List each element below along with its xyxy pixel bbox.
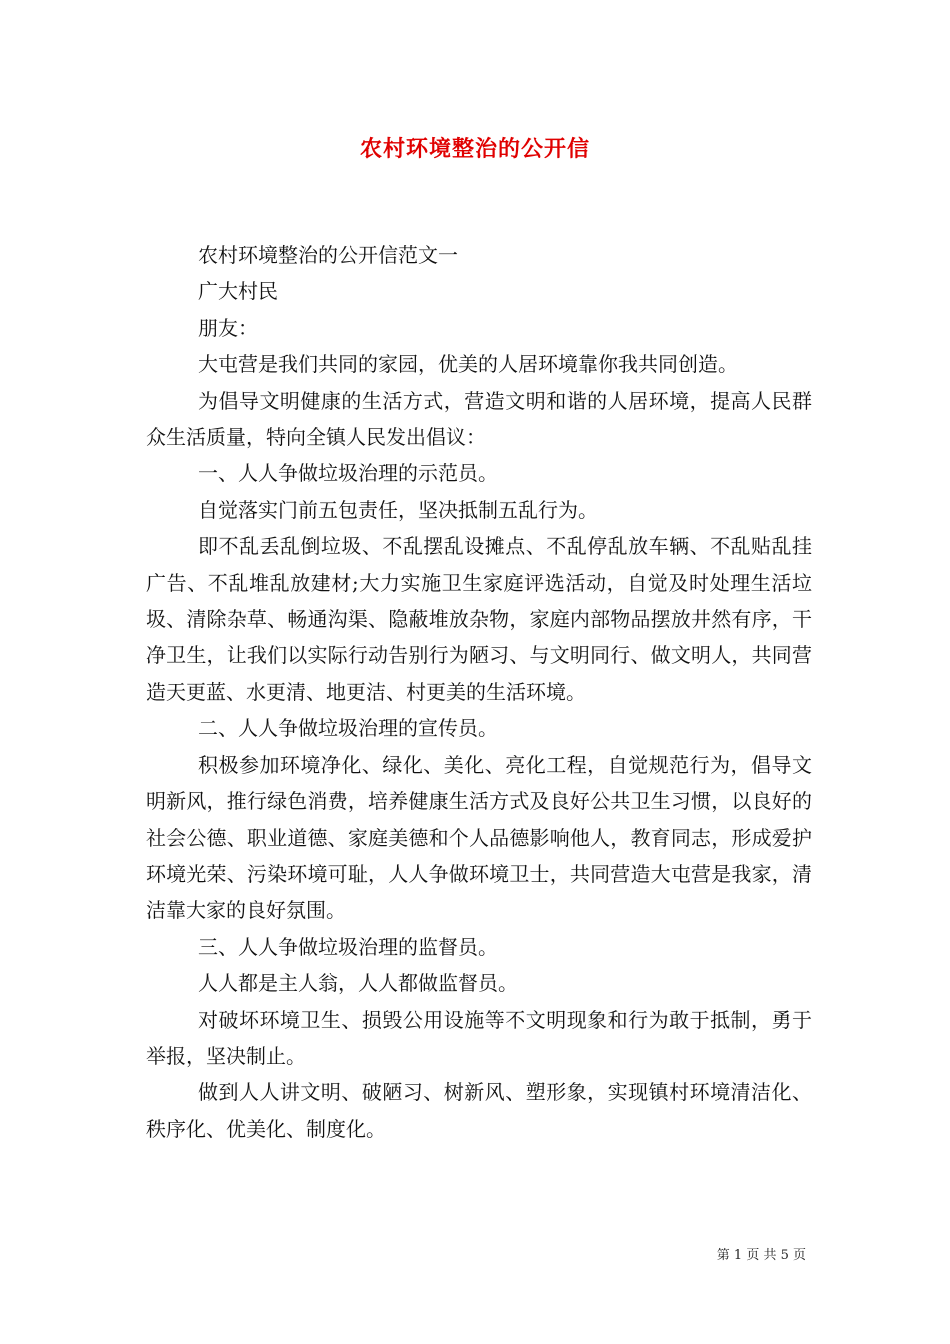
- paragraph: 做到人人讲文明、破陋习、树新风、塑形象，实现镇村环境清洁化、秩序化、优美化、制度化。: [146, 1080, 812, 1141]
- paragraph: 大屯营是我们共同的家园，优美的人居环境靠你我共同创造。: [198, 352, 738, 377]
- section-heading-2: 二、人人争做垃圾治理的宣传员。: [198, 716, 498, 741]
- section-heading-1: 一、人人争做垃圾治理的示范员。: [198, 461, 498, 486]
- paragraph: 人人都是主人翁，人人都做监督员。: [198, 971, 518, 996]
- paragraph: 自觉落实门前五包责任，坚决抵制五乱行为。: [198, 497, 598, 522]
- section-heading-3: 三、人人争做垃圾治理的监督员。: [198, 934, 498, 959]
- paragraph: 积极参加环境净化、绿化、美化、亮化工程，自觉规范行为，倡导文明新风，推行绿色消费，培养健康生活方式及良好公共卫生习惯，以良好的社会公德、职业道德、家庭美德和个人品德影响他人，教育同志，形成爱护环境光荣、污染环境可耻，人人争做环境卫士，共同营造大屯营是我家，清洁靠大家的良好氛围。: [146, 752, 812, 923]
- page-number-footer: 第 1 页 共 5 页: [716, 1248, 806, 1263]
- paragraph-salutation-1: 广大村民: [198, 279, 278, 304]
- paragraph-salutation-2: 朋友：: [198, 315, 258, 340]
- paragraph: 为倡导文明健康的生活方式，营造文明和谐的人居环境，提高人民群众生活质量，特向全镇人民发出倡议：: [146, 388, 812, 450]
- paragraph-heading: 农村环境整治的公开信范文一: [198, 243, 458, 267]
- paragraph: 对破坏环境卫生、损毁公用设施等不文明现象和行为敢于抵制，勇于举报，坚决制止。: [146, 1007, 812, 1068]
- paragraph: 即不乱丢乱倒垃圾、不乱摆乱设摊点、不乱停乱放车辆、不乱贴乱挂广告、不乱堆乱放建材;大力实施卫生家庭评选活动，自觉及时处理生活垃圾、清除杂草、畅通沟渠、隐蔽堆放杂物，家庭内部物品摆放井然有序，干净卫生，让我们以实际行动告别行为陋习、与文明同行、做文明人，共同营造天更蓝、水更清、地更洁、村更美的生活环境。: [146, 534, 812, 704]
- document-title: 农村环境整治的公开信: [359, 136, 590, 162]
- document-body: [146, 237, 812, 1147]
